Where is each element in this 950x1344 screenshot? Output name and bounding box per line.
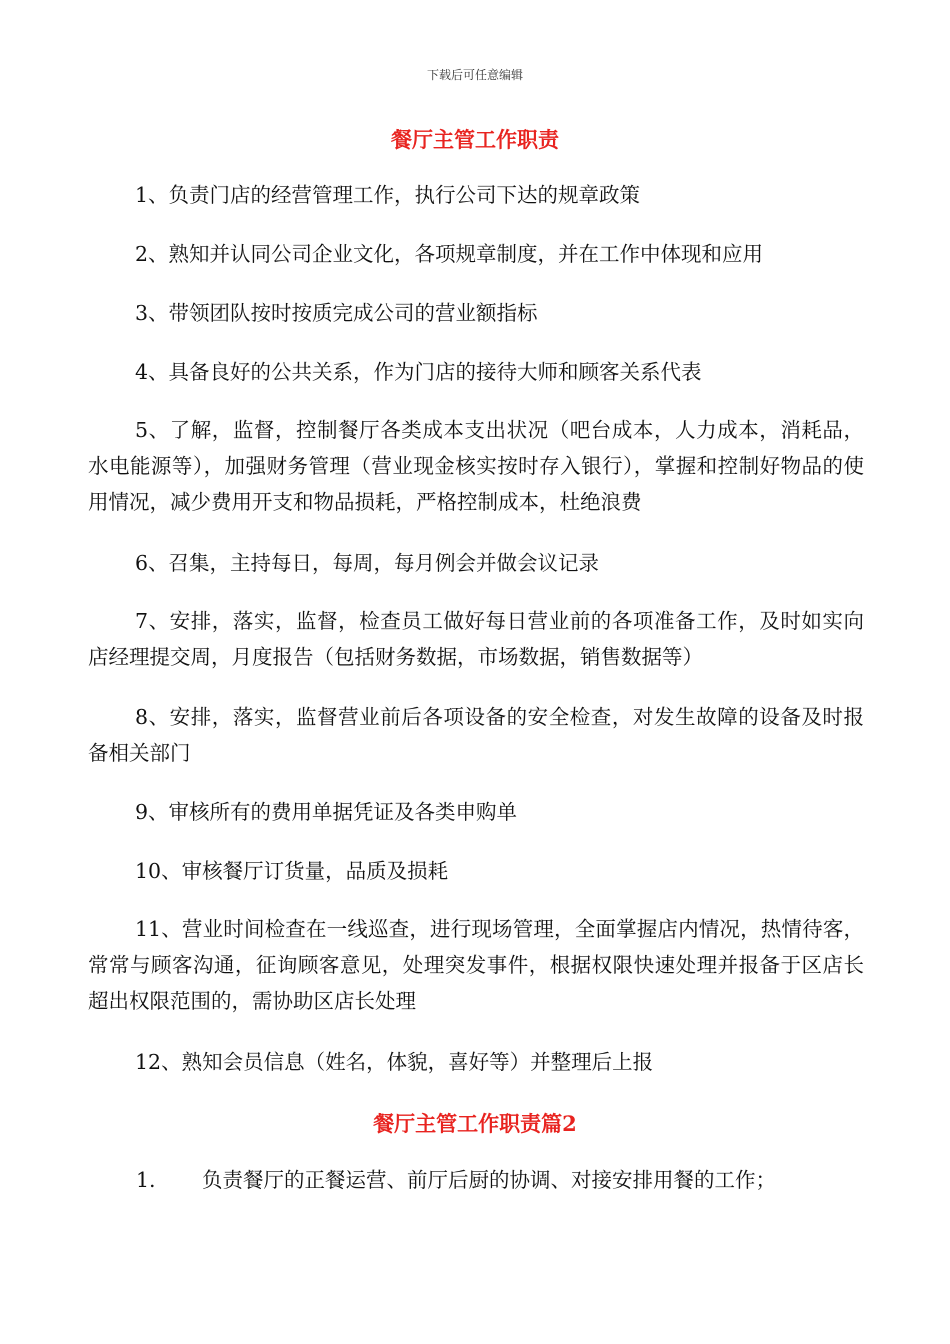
duty-item-9: 9、审核所有的费用单据凭证及各类申购单: [135, 800, 518, 824]
duty-item-6: 6、召集，主持每日，每周，每月例会并做会议记录: [135, 551, 600, 575]
section2-item-1: [136, 1162, 776, 1198]
duty-item-1: 1、负责门店的经营管理工作，执行公司下达的规章政策: [135, 183, 641, 207]
document-title: 餐厅主管工作职责: [391, 127, 559, 152]
section2-item-text: 负责餐厅的正餐运营、前厅后厨的协调、对接安排用餐的工作；: [202, 1168, 776, 1192]
duty-item-11: 11、营业时间检查在一线巡查，进行现场管理，全面掌握店内情况，热情待客，常常与顾客沟通，征询顾客意见，处理突发事件，根据权限快速处理并报备于区店长超出权限范围的，需协助区店长处理: [88, 917, 864, 1013]
duty-item-7: 7、安排，落实，监督，检查员工做好每日营业前的各项准备工作，及时如实向店经理提交周，月度报告（包括财务数据，市场数据，销售数据等）: [88, 609, 864, 669]
duty-item-8: 8、安排，落实，监督营业前后各项设备的安全检查，对发生故障的设备及时报备相关部门: [88, 705, 864, 765]
section2-item-number: 1.: [136, 1168, 156, 1192]
duty-item-2: 2、熟知并认同公司企业文化，各项规章制度，并在工作中体现和应用: [135, 242, 764, 266]
header-note: 下载后可任意编辑: [426, 68, 523, 82]
duty-item-10: 10、审核餐厅订货量，品质及损耗: [135, 859, 449, 883]
duty-item-4: 4、具备良好的公共关系，作为门店的接待大师和顾客关系代表: [135, 360, 702, 384]
duty-item-3: 3、带领团队按时按质完成公司的营业额指标: [135, 301, 538, 325]
duty-item-5: 5、了解，监督，控制餐厅各类成本支出状况（吧台成本，人力成本，消耗品，水电能源等），加强财务管理（营业现金核实按时存入银行），掌握和控制好物品的使用情况，减少费用开支和物品损耗，严格控制成本，杜绝浪费: [88, 418, 864, 514]
duty-item-12: 12、熟知会员信息（姓名，体貌，喜好等）并整理后上报: [135, 1050, 654, 1074]
section-title-2: 餐厅主管工作职责篇2: [373, 1111, 577, 1136]
